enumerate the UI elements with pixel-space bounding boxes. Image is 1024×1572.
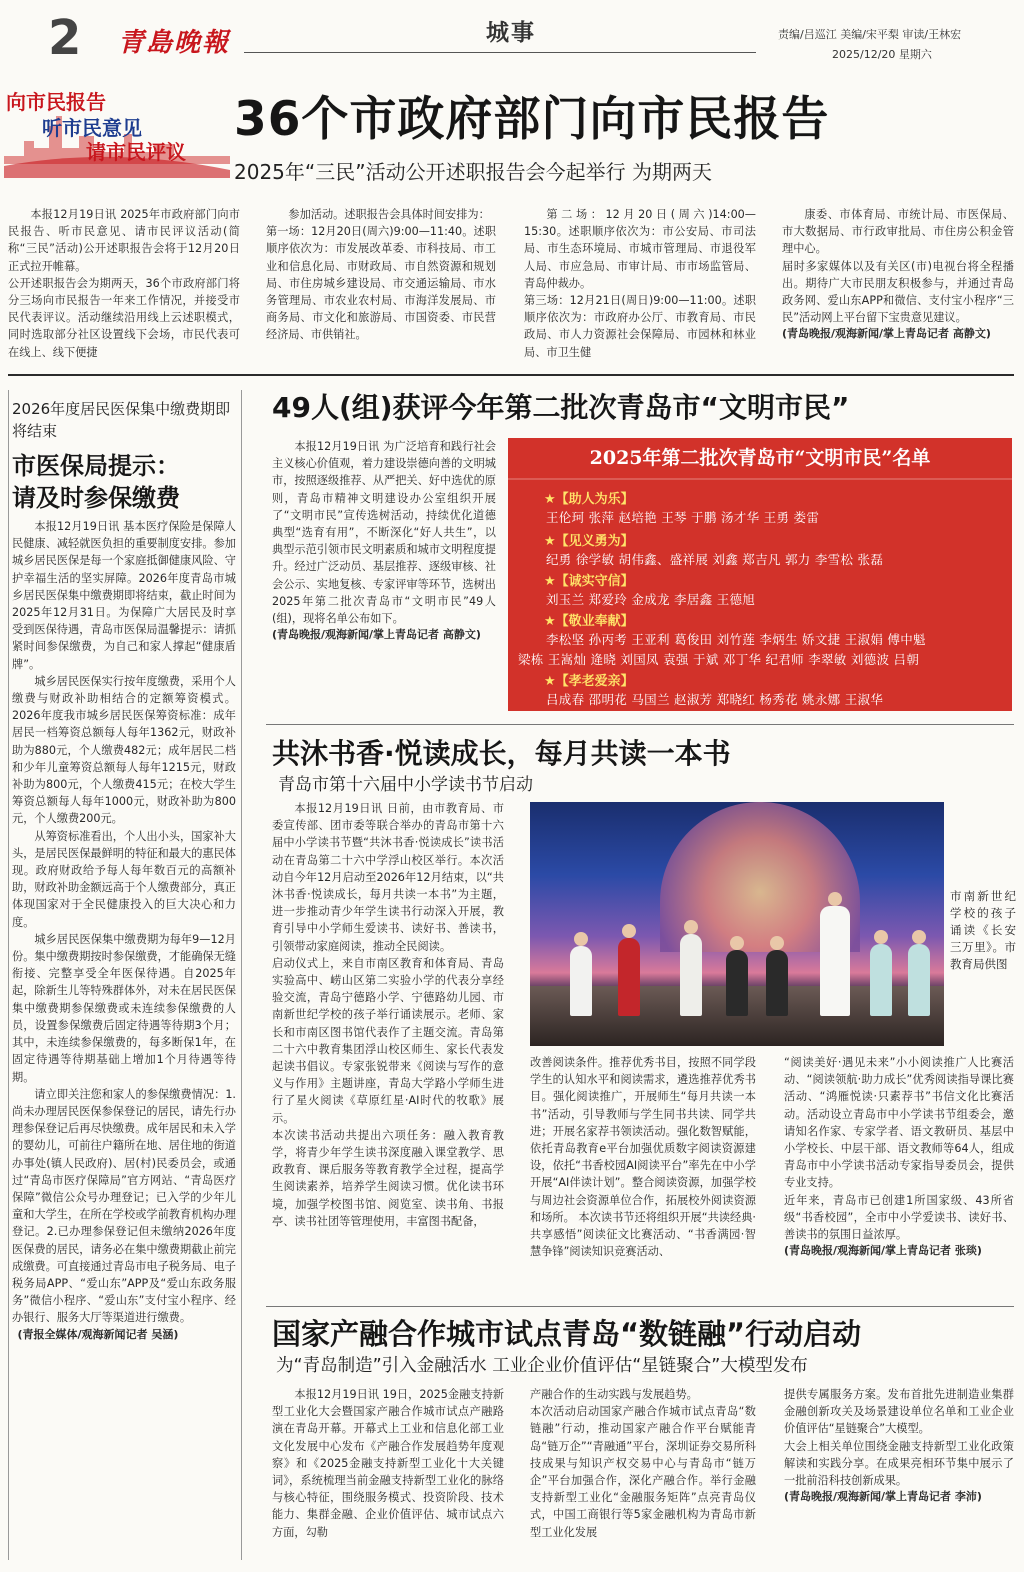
medical-p2: 城乡居民医保实行按年度缴费，采用个人缴费与财政补助相结合的定额筹资模式。2026年度我市城乡居民医保筹资标准：成年居民一档筹资总额每人每年1362元，财政补助为880元，个人缴费482元；成年居民二档和少年儿童筹资总额每人每年1215元，财政补助为800元，个人缴费415元；在校大学生筹资总额每人每年1000元，财政补助为800元，个人缴费200元。 (12, 674, 236, 826)
lead-headline: 36个市政府部门向市民报告 (234, 92, 830, 147)
reading-event-photo (530, 802, 944, 1046)
masthead-logo: 青島晚報 (118, 28, 231, 58)
lead-byline: (青岛晚报/观海新闻/掌上青岛记者 高静文) (782, 327, 991, 341)
photo-caption: 市南新世纪学校的孩子诵读《长安三万里》。市教育局供图 (950, 889, 1016, 971)
reading-col-3-text: “阅读美好·遇见未来”小小阅读推广人比赛活动、“阅读领航·助力成长”优秀阅读指导课比赛活动、“鸿雁悦读·只素荐书”书信文化比赛活动。活动设立青岛市中小学读书节组委会，邀请知名作家、专家学者、语文教研员、基层中小学校长、中层干部、语文教师等64人，组成青岛市中小学读书活动专家指导委员会，提供专业支持。 近年来，青岛市已创建1所国家级、43所省级“书香校园”，全市中小学爱读书、读好书、善读书的氛围日益浓厚。 (784, 1056, 1014, 1242)
reading-col-2-text: 改善阅读条件。推荐优秀书目，按照不同学段学生的认知水平和阅读需求，遴选推荐优秀书目。强化阅读推广，开展师生“每月共读一本书”活动，引导教师与学生同书共读、同学共进；开展名家荐书领读活动。强化数智赋能，依托青岛教育e平台加强优质数字阅读资源建设，依托“书香校园AI阅读平台”率先在中小学开展“AI伴读计划”。整合阅读资源，加强学校与周边社会资源单位合作，拓展校外阅读资源和场所。 本次读书节还将组织开展“共读经典·共享感悟”阅读征文比赛活动、“书香满园·智慧争锋”阅读知识竞赛活动、 (530, 1056, 756, 1259)
name-row: 梁栋 王嵩灿 逄晓 刘国凤 袁强 于斌 邓丁华 纪君师 李翠敏 刘德波 吕朝 (518, 652, 920, 667)
lead-col-2-text: 参加活动。述职报告会具体时间安排为： 第一场：12月20日(周六)9:00—11:40。述职顺序依次为：市发展改革委、市科技局、市工业和信息化局、市财政局、市自然资源和规划局、市住房城乡建设局、市交通运输局、市水务管理局、市农业农村局、市海洋发展局、市商务局、市文化和旅游局、市国资委、市民营经济局、市供销社。 (266, 208, 496, 342)
lead-col-4-text: 康委、市体育局、市统计局、市医保局、市大数据局、市行政审批局、市住房公积金管理中心。 届时多家媒体以及有关区(市)电视台将全程播出。期待广大市民朋友积极参与，并通过青岛政务网、爱山东APP和微信、支付宝小程序“三民”活动网上平台留下宝贵意见建议。 (782, 208, 1014, 325)
name-row: 纪勇 徐学敏 胡伟鑫、盛祥展 刘鑫 郑吉凡 郭力 李雪松 张磊 (546, 552, 884, 567)
issue-date: 2025/12/20 星期六 (832, 48, 932, 61)
finance-col-2 (530, 1386, 756, 1566)
logo-line-1: 向市民报告 (6, 90, 106, 114)
lead-col-1-text: 本报12月19日讯 2025年市政府部门向市民报告、听市民意见、请市民评议活动(简称“三民”活动)公开述职报告会将于12月20日正式拉开帷幕。 公开述职报告会为期两天，36个市政府部门将分三场向市民报告一年来工作情况，并接受市民代表评议。活动继续沿用线上云述职模式，同时选取部分社区设置线下会场，市民代表可在线上、线下便捷 (8, 208, 240, 359)
civic-byline: (青岛晚报/观海新闻/掌上青岛记者 高静文) (272, 628, 481, 642)
lead-col-4 (782, 206, 1014, 366)
lead-col-1 (8, 206, 240, 366)
medical-kicker: 2026年度居民医保集中缴费期即将结束 (12, 400, 231, 440)
medical-p1: 本报12月19日讯 基本医疗保险是保障人民健康、减轻就医负担的重要制度安排。参加城乡居民医保是每一个家庭抵御健康风险、守护幸福生活的坚实屏障。2026年度青岛市城乡居民医保集中缴费期即将结束，截止时间为2025年12月31日。为保障广大居民及时享受到医保待遇，青岛市医保局温馨提示：请抓紧时间参保缴费，为自己和家人撑起“健康盾牌”。 (12, 520, 236, 671)
finance-col-1 (272, 1386, 504, 1566)
reading-subhead: 青岛市第十六届中小学读书节启动 (278, 775, 533, 795)
reading-byline: (青岛晚报/观海新闻/掌上青岛记者 张琰) (784, 1244, 982, 1258)
name-row: 吕成春 邵明花 马国兰 赵淑芳 郑晓红 杨秀花 姚永娜 王淑华 (546, 692, 884, 707)
page-number: 2 (48, 10, 82, 66)
name-row: 刘玉兰 郑爱玲 金成龙 李居鑫 王德旭 (546, 592, 756, 607)
medical-headline-2: 请及时参保缴费 (12, 484, 180, 512)
category-label: ★【敬业奉献】 (544, 614, 634, 629)
header-rule (244, 52, 756, 53)
section-divider-3 (266, 1306, 1014, 1307)
section-divider-1 (8, 374, 1014, 376)
lead-subhead: 2025年“三民”活动公开述职报告会今起举行 为期两天 (234, 160, 712, 184)
honor-list-box (508, 438, 1012, 711)
logo-line-2: 听市民意见 (42, 116, 142, 140)
finance-subhead: 为“青岛制造”引入金融活水 工业企业价值评估“星链聚合”大模型发布 (276, 1356, 808, 1376)
lead-col-3 (524, 206, 756, 366)
lead-col-2 (266, 206, 496, 366)
category-label: ★【助人为乐】 (544, 492, 634, 507)
three-people-campaign-logo (4, 86, 230, 178)
medical-p4: 城乡居民医保集中缴费期为每年9—12月份。集中缴费期按时参保缴费，才能确保无缝衔接、完整享受全年医保待遇。自2025年起，除新生儿等特殊群体外，对未在居民医保集中缴费期参保缴费或未连续参保缴费的人员，设置参保缴费后固定待遇等待期3个月；其中，未连续参保缴费的，每多断保1年，在固定待遇等待期基础上增加1个月待遇等待期。 (12, 932, 236, 1084)
section-name: 城事 (486, 20, 536, 46)
reading-headline: 共沐书香·悦读成长，每月共读一本书 (272, 737, 731, 770)
name-row: 李松坚 孙丙考 王亚利 葛俊田 刘竹莲 李炳生 娇文捷 王淑娟 傅中魁 (546, 632, 926, 647)
medical-p3: 从筹资标准看出，个人出小头，国家补大头，是居民医保最鲜明的特征和最大的惠民体现。政府财政给予每人每年数百元的高额补助，财政补助金额远高于个人缴费部分，真正体现国家对于全民健康投入的巨大决心和力度。 (12, 829, 236, 929)
lead-col-3-text: 第二场：12月20日(周六)14:00—15:30。述职顺序依次为：市公安局、市司法局、市生态环境局、市城市管理局、市退役军人局、市应急局、市审计局、市市场监管局、青岛仲裁办。 第三场：12月21日(周日)9:00—11:00。述职顺序依次为：市政府办公厅、市教育局、市民政局、市人力资源社会保障局、市园林和林业局、市卫生健 (524, 208, 756, 359)
finance-col-3 (784, 1386, 1014, 1566)
name-row: 王伦珂 张萍 赵培艳 王琴 于鹏 汤才华 王勇 娄雷 (546, 510, 820, 525)
finance-col-1-text: 本报12月19日讯 19日，2025金融支持新型工业化大会暨国家产融合作城市试点产融路演在青岛开幕。开幕式上工业和信息化部工业文化发展中心发布《产融合作发展趋势年度观察》和《2025金融支持新型工业化十大关键词》，系统梳理当前金融支持新型工业化的脉络与核心特征，围绕服务模式、投资阶段、技术能力、集群金融、企业价值评估、城市试点六方面，勾勒 (272, 1388, 504, 1539)
reading-col-2 (530, 1054, 756, 1300)
medical-headline-1: 市医保局提示： (12, 452, 180, 480)
reading-col-1 (272, 800, 504, 1300)
medical-p5: 请立即关注您和家人的参保缴费情况：1.尚未办理居民医保参保登记的居民，请先行办理参保登记后再尽快缴费。成年居民和未入学的婴幼儿，可前往户籍所在地、居住地的街道办事处(镇人民政府)、居(村)民委员会，或通过“青岛市医疗保障局”官方网站、“青岛医疗保障”微信公众号办理登记；已入学的少年儿童和大学生，在所在学校或学前教育机构办理登记。2.已办理参保登记但未缴纳2026年度医保费的居民，请务必在集中缴费期截止前完成缴费。可直接通过青岛市电子税务局、电子税务局APP、“爱山东”APP及“爱山东政务服务”微信小程序、“爱山东”支付宝小程序、经办银行、服务大厅等渠道进行缴费。 (12, 1087, 236, 1325)
category-label: ★【孝老爱亲】 (544, 674, 634, 689)
medical-byline: (青报全媒体/观海新闻记者 吴涵) (17, 1327, 179, 1341)
medical-body (12, 518, 236, 1556)
category-label: ★【诚实守信】 (544, 574, 634, 589)
finance-col-2-text: 产融合作的生动实践与发展趋势。 本次活动启动国家产融合作城市试点青岛“数链融”行动，推动国家产融合作平台赋能青岛“链万企”“青融通”平台，深圳证券交易所科技成果与知识产权交易中心与青岛市“链万企”平台加强合作，深化产融合作。举行金融支持新型工业化“金融服务矩阵”点亮青岛仪式，中国工商银行等5家金融机构为青岛市新型工业化发展 (530, 1388, 756, 1539)
category-label: ★【见义勇为】 (544, 534, 634, 549)
finance-byline: (青岛晚报/观海新闻/掌上青岛记者 李沛) (784, 1490, 982, 1504)
editors-credit: 责编/吕巡江 美编/宋平梨 审读/王林宏 (778, 28, 962, 41)
civic-text: 本报12月19日讯 为广泛培育和践行社会主义核心价值观，着力建设崇德向善的文明城市，按照逐级推荐、从严把关、好中选优的原则，青岛市精神文明建设办公室组织开展了“文明市民”宣传选树活动，持续优化道德典型“选育有用”，不断深化“好人共生”，以典型示范引领市民文明素质和城市文明程度提升。经过广泛动员、基层推荐、逐级审核、社会公示、实地复核、专家评审等环节，选树出2025年第二批次青岛市“文明市民”49人(组)，现将名单公布如下。 (272, 440, 496, 626)
civic-headline: 49人(组)获评今年第二批次青岛市“文明市民” (272, 391, 850, 424)
honor-list-title: 2025年第二批次青岛市“文明市民”名单 (508, 438, 1012, 480)
finance-headline: 国家产融合作城市试点青岛“数链融”行动启动 (272, 1317, 862, 1351)
civic-body (272, 438, 496, 714)
reading-col-3 (784, 1054, 1014, 1300)
reading-col-1-text: 本报12月19日讯 日前，由市教育局、市委宣传部、团市委等联合举办的青岛市第十六届中小学读书节暨“共沐书香·悦读成长”读书活动在青岛第二十六中学浮山校区举行。本次活动自今年12月启动至2026年12月结束，以“共沐书香·悦读成长，每月共读一本书”为主题，进一步推动青少年学生读书行动深入开展，教育引导中小学师生爱读书、读好书、善读书，引领带动家庭阅读，推动全民阅读。 启动仪式上，来自市南区教育和体育局、青岛实验高中、崂山区第二实验小学的代表分享经验交流，青岛宁德路小学、宁德路幼儿园、市南新世纪学校的孩子举行诵读展示。老师、家长和市南区图书馆代表作了主题交流。青岛第二十六中教育集团浮山校区师生、家长代表发起读书倡议。专家张锐带来《阅读与写作的意义与作用》主题讲座，青岛大学路小学师生进行了星火阅读《草原红星·AI时代的牧歌》展示。 本次读书活动共提出六项任务：融入教育教学，将青少年学生读书深度融入课堂教学、思政教育、课后服务等教育教学全过程，提高学生阅读素养，培养学生阅读习惯。优化读书环境，加强学校图书馆、阅览室、读书角、书报亭、读书社团等管理使用，丰富图书配备， (272, 802, 504, 1228)
section-divider-2 (266, 724, 1014, 725)
logo-line-3: 请市民评议 (86, 140, 186, 164)
finance-col-3-text: 提供专属服务方案。发布首批先进制造业集群金融创新攻关及场景建设单位名单和工业企业价值评估“星链聚合”大模型。 大会上相关单位围绕金融支持新型工业化政策解读和实践分享。在成果亮相环节集中展示了一批前沿科技创新成果。 (784, 1388, 1014, 1488)
